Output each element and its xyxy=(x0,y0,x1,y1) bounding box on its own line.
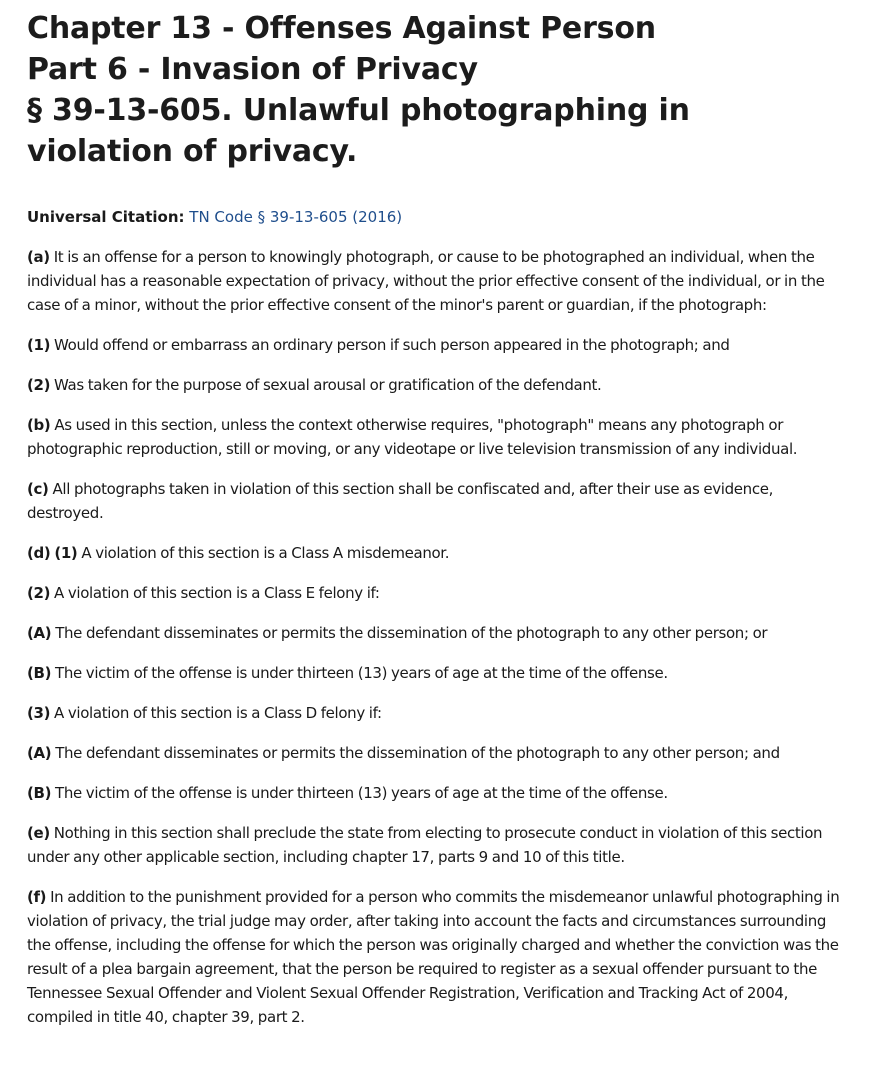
statute-paragraph xyxy=(27,413,841,461)
paragraph-text: The victim of the offense is under thirteen (13) years of age at the time of the offense. xyxy=(55,664,668,682)
paragraph-text: The defendant disseminates or permits the dissemination of the photograph to any other person; or xyxy=(55,624,768,642)
statute-paragraph xyxy=(27,621,841,645)
paragraph-text: As used in this section, unless the context otherwise requires, "photograph" means any photograph or photographic reproduction, still or moving, or any videotape or live television transmission of any individual. xyxy=(27,416,798,458)
statute-paragraph xyxy=(27,885,841,1029)
statute-paragraph xyxy=(27,781,841,805)
statute-paragraph xyxy=(27,245,841,317)
universal-citation xyxy=(27,205,841,229)
subsection-marker: (1) xyxy=(54,544,78,562)
subsection-marker: (2) xyxy=(27,584,51,602)
subsection-marker: (f) xyxy=(27,888,47,906)
statute-paragraph xyxy=(27,581,841,605)
paragraph-text: All photographs taken in violation of this section shall be confiscated and, after their use as evidence, destroyed. xyxy=(27,480,774,522)
statute-paragraph xyxy=(27,373,841,397)
statute-paragraph xyxy=(27,541,841,565)
statute-paragraph xyxy=(27,821,841,869)
subsection-marker: (c) xyxy=(27,480,49,498)
paragraph-text: A violation of this section is a Class D felony if: xyxy=(54,704,382,722)
subsection-marker: (1) xyxy=(27,336,51,354)
subsection-marker: (A) xyxy=(27,624,52,642)
subsection-marker: (d) xyxy=(27,544,51,562)
paragraph-text: Nothing in this section shall preclude the state from electing to prosecute conduct in violation of this section under any other applicable section, including chapter 17, parts 9 and 10 of this title. xyxy=(27,824,823,866)
subsection-marker: (a) xyxy=(27,248,50,266)
part-heading: Part 6 - Invasion of Privacy xyxy=(27,52,478,87)
subsection-marker: (B) xyxy=(27,784,52,802)
statute-paragraph xyxy=(27,333,841,357)
subsection-marker: (B) xyxy=(27,664,52,682)
citation-link[interactable]: TN Code § 39-13-605 (2016) xyxy=(189,208,403,226)
statute-paragraph xyxy=(27,741,841,765)
paragraph-text: Was taken for the purpose of sexual arousal or gratification of the defendant. xyxy=(54,376,602,394)
paragraph-text: The victim of the offense is under thirteen (13) years of age at the time of the offense. xyxy=(55,784,668,802)
statute-body xyxy=(27,245,841,1029)
paragraph-text: Would offend or embarrass an ordinary person if such person appeared in the photograph; and xyxy=(54,336,730,354)
subsection-marker: (e) xyxy=(27,824,50,842)
paragraph-text: The defendant disseminates or permits the dissemination of the photograph to any other person; and xyxy=(55,744,780,762)
statute-paragraph xyxy=(27,477,841,525)
page-title xyxy=(27,8,841,172)
subsection-marker: (3) xyxy=(27,704,51,722)
subsection-marker: (2) xyxy=(27,376,51,394)
subsection-marker: (b) xyxy=(27,416,51,434)
paragraph-text: A violation of this section is a Class A misdemeanor. xyxy=(81,544,450,562)
section-heading: § 39-13-605. Unlawful photographing in violation of privacy. xyxy=(27,93,690,169)
statute-paragraph xyxy=(27,701,841,725)
statute-paragraph xyxy=(27,661,841,685)
citation-label: Universal Citation: xyxy=(27,208,185,226)
chapter-heading: Chapter 13 - Offenses Against Person xyxy=(27,11,656,46)
paragraph-text: In addition to the punishment provided for a person who commits the misdemeanor unlawful photographing in violation of privacy, the trial judge may order, after taking into account the facts and circumstances surrounding the offense, including the offense for which the person was originally charged and whether the conviction was the result of a plea bargain agreement, that the person be required to register as a sexual offender pursuant to the Tennessee Sexual Offender and Violent Sexual Offender Registration, Verification and Tracking Act of 2004, compiled in title 40, chapter 39, part 2. xyxy=(27,888,840,1026)
paragraph-text: A violation of this section is a Class E felony if: xyxy=(54,584,380,602)
paragraph-text: It is an offense for a person to knowingly photograph, or cause to be photographed an individual, when the individual has a reasonable expectation of privacy, without the prior effective consent of the individual, or in the case of a minor, without the prior effective consent of the minor's parent or guardian, if the photograph: xyxy=(27,248,825,314)
subsection-marker: (A) xyxy=(27,744,52,762)
